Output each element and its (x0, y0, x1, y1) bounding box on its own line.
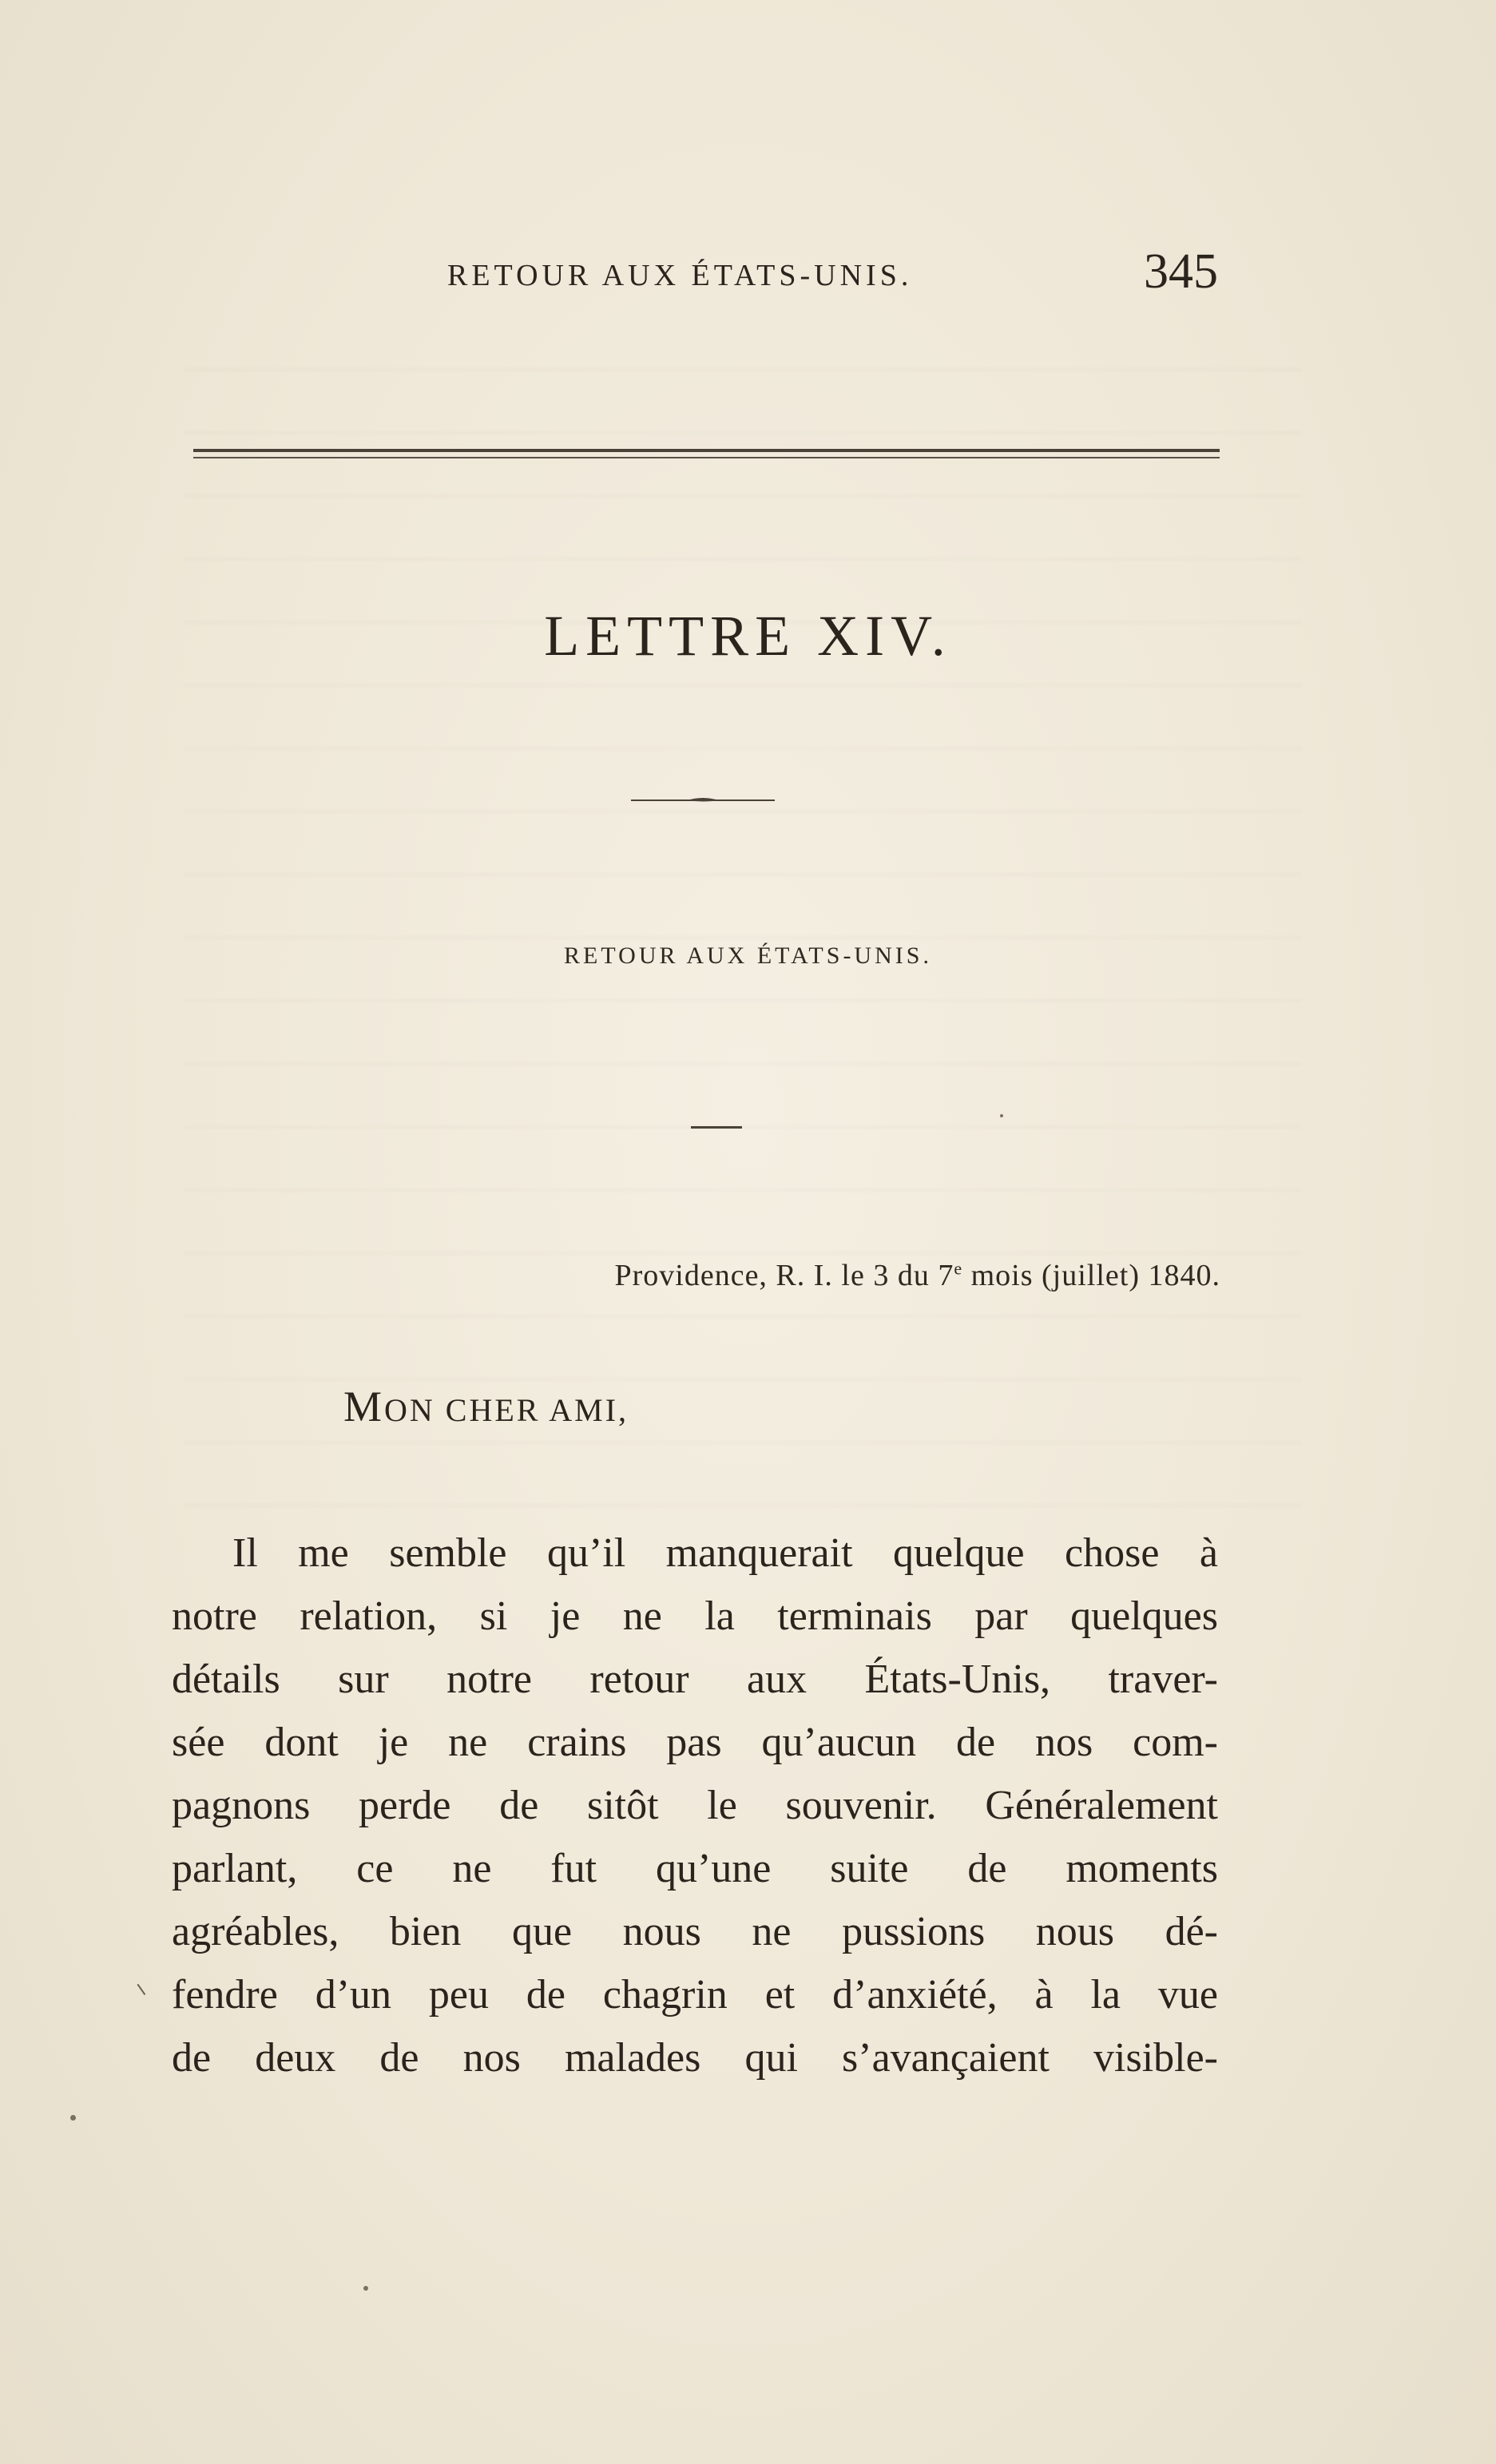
text-line: agréables, bien que nous ne pussions nous dé- (172, 1909, 1218, 1954)
salutation-rest: ON CHER AMI, (384, 1392, 629, 1428)
salutation (343, 1382, 629, 1431)
dateline-month-year: mois (juillet) 1840. (962, 1259, 1220, 1292)
text-line: Il me semble qu’il manquerait quelque chose à (232, 1530, 1218, 1576)
header-double-rule (193, 449, 1220, 460)
dateline-ordinal: e (954, 1258, 963, 1279)
body-paragraph (172, 1522, 1218, 2089)
dateline-place-date: Providence, R. I. le 3 du 7 (614, 1259, 954, 1292)
text-line: pagnons perde de sitôt le souvenir. Généralement (172, 1783, 1218, 1828)
paper-speck (1000, 1114, 1003, 1117)
paper-speck (363, 2286, 368, 2291)
bleed-through-texture (184, 319, 1302, 1518)
paper-speck (70, 2115, 76, 2121)
page-number: 345 (1144, 244, 1218, 299)
dateline (614, 1258, 1220, 1293)
running-head (184, 244, 1218, 300)
salutation-initial: M (343, 1383, 385, 1430)
text-line: détails sur notre retour aux États-Unis, traver- (172, 1657, 1218, 1702)
running-title: RETOUR AUX ÉTATS-UNIS. (447, 259, 913, 292)
letter-subtitle: RETOUR AUX ÉTATS-UNIS. (564, 942, 932, 969)
rule-thin (193, 457, 1220, 458)
short-divider-rule (691, 1126, 742, 1129)
text-line: de deux de nos malades qui s’avançaient visible- (172, 2035, 1218, 2081)
rule-thick (193, 449, 1220, 452)
margin-mark (137, 1979, 152, 1995)
letter-title: LETTRE XIV. (544, 604, 952, 668)
ornament-divider-icon (631, 795, 775, 806)
text-line: notre relation, si je ne la terminais par quelques (172, 1593, 1218, 1639)
text-line: fendre d’un peu de chagrin et d’anxiété, à la vue (172, 1972, 1218, 2018)
text-line: sée dont je ne crains pas qu’aucun de nos com- (172, 1720, 1218, 1765)
text-line: parlant, ce ne fut qu’une suite de moments (172, 1846, 1218, 1891)
